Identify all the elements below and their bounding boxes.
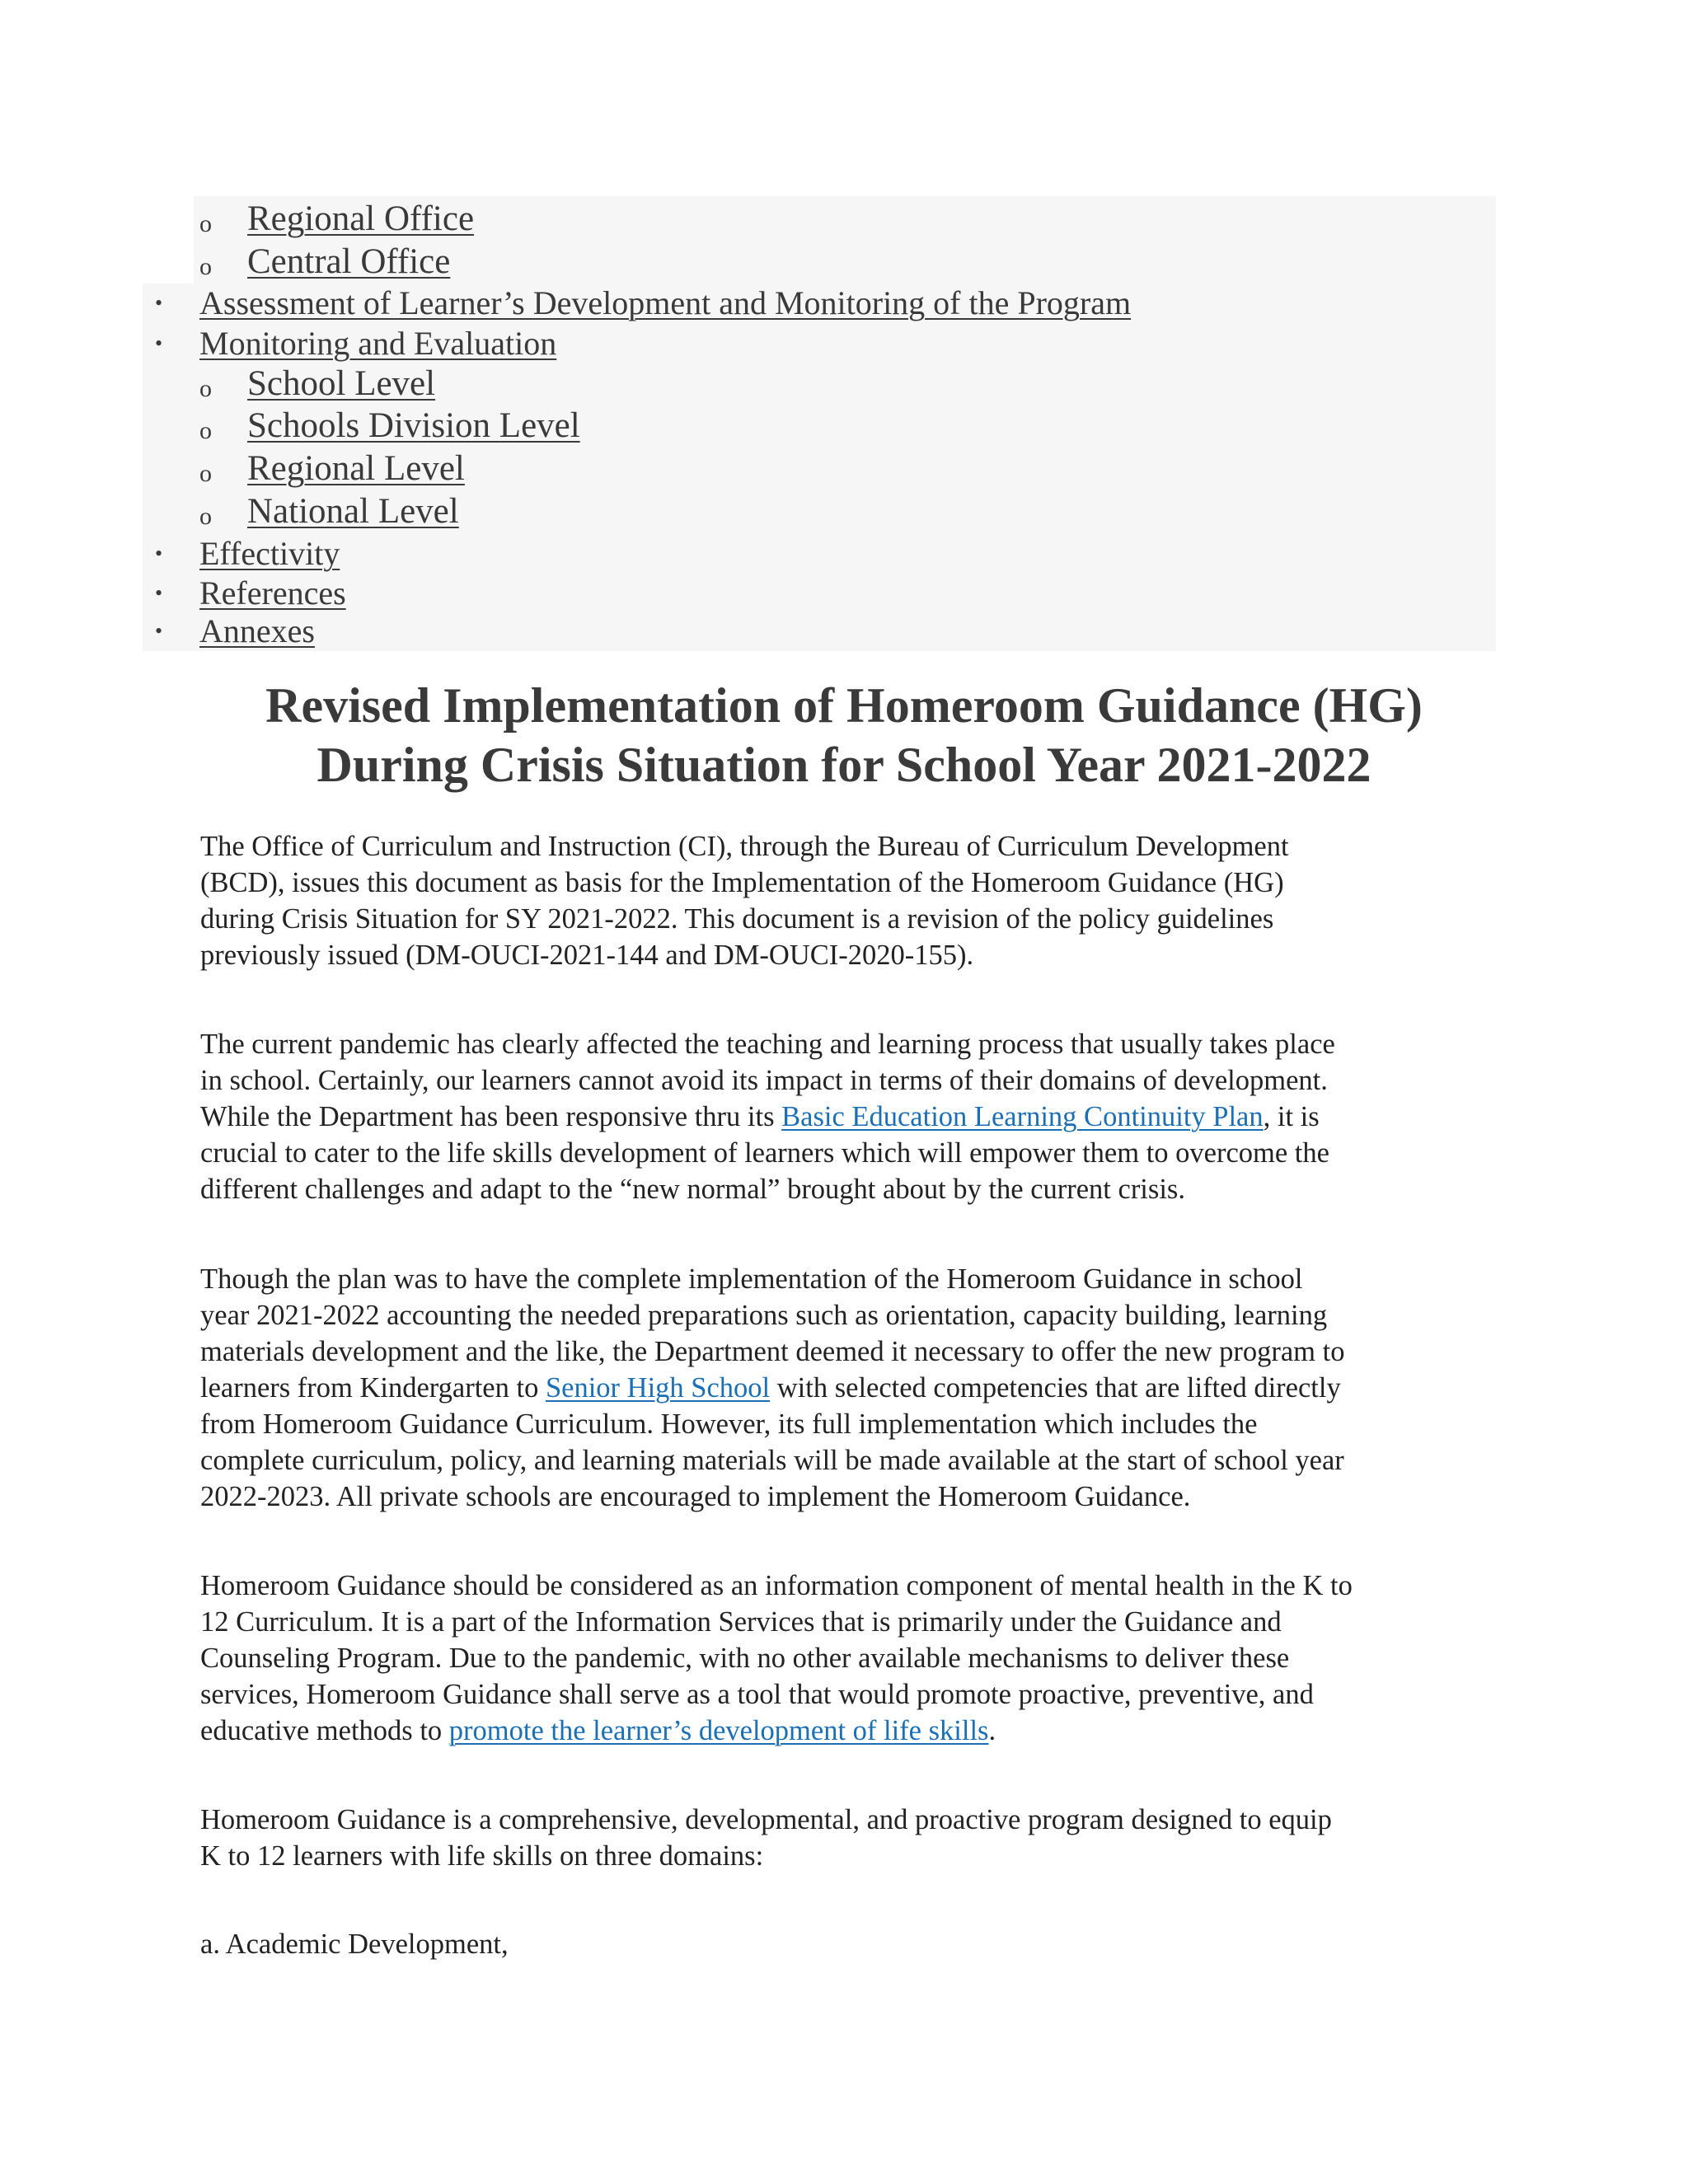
toc-link-central-office[interactable]: Central Office [247,242,451,281]
page-title [0,676,1688,794]
paragraph-line: The Office of Curriculum and Instruction (CI), through the Bureau of Curriculum Development [200,831,1289,862]
toc-item-annexes[interactable] [155,612,315,651]
link-learning-continuity-plan[interactable]: Basic Education Learning Continuity Plan [781,1101,1264,1132]
paragraph-line: in school. Certainly, our learners cannot avoid its impact in terms of their domains of development. [200,1065,1328,1096]
toc-item-regional-office[interactable] [199,198,475,241]
paragraph-intro [200,828,1503,973]
paragraph-line: a. Academic Development, [200,1929,509,1960]
list-marker-bullet: • [155,331,163,355]
paragraph-line: from Homeroom Guidance Curriculum. However, its full implementation which includes the [200,1408,1258,1440]
list-marker-circle: o [199,460,212,487]
list-marker-circle: o [199,253,212,280]
paragraph-pandemic [200,1026,1503,1207]
paragraph-line: different challenges and adapt to the “new normal” brought about by the current crisis. [200,1174,1185,1205]
link-senior-high-school[interactable]: Senior High School [545,1372,771,1404]
paragraph-line: (BCD), issues this document as basis for the Implementation of the Homeroom Guidance (HG) [200,867,1284,898]
domain-list-item-academic [200,1926,1503,1962]
toc-link-references[interactable]: References [199,574,346,612]
toc-link-national-level[interactable]: National Level [247,492,459,531]
paragraph-line: Homeroom Guidance should be considered as an information component of mental health in the K to [200,1570,1353,1601]
text-segment: learners from Kindergarten to [200,1372,546,1404]
paragraph-line: The current pandemic has clearly affected the teaching and learning process that usually takes place [200,1029,1335,1060]
paragraph-line: K to 12 learners with life skills on three domains: [200,1840,764,1872]
toc-item-assessment[interactable] [155,284,1132,323]
toc-item-national-level[interactable] [199,490,459,533]
paragraph-line: previously issued (DM-OUCI-2021-144 and DM-OUCI-2020-155). [200,940,974,971]
paragraph-line [200,1713,1503,1749]
list-marker-circle: o [199,417,212,444]
page-title-line-1: Revised Implementation of Homeroom Guidance (HG) [265,678,1423,733]
paragraph-line: crucial to cater to the life skills development of learners which will empower them to overcome the [200,1137,1329,1169]
list-marker-bullet: • [155,581,163,605]
paragraph-line: Though the plan was to have the complete implementation of the Homeroom Guidance in school [200,1263,1303,1295]
paragraph-line: materials development and the like, the Department deemed it necessary to offer the new program to [200,1336,1345,1367]
list-marker-circle: o [199,375,212,402]
list-marker-circle: o [199,210,212,237]
paragraph-line: Counseling Program. Due to the pandemic, with no other available mechanisms to deliver these [200,1643,1290,1674]
paragraph-line: services, Homeroom Guidance shall serve as a tool that would promote proactive, preventive, and [200,1679,1314,1710]
toc-item-monitoring[interactable] [155,324,557,363]
text-segment: . [988,1715,996,1746]
toc-item-regional-level[interactable] [199,448,465,490]
toc-item-school-level[interactable] [199,363,436,405]
paragraph-line: year 2021-2022 accounting the needed preparations such as orientation, capacity building, learning [200,1300,1328,1331]
toc-link-schools-division-level[interactable]: Schools Division Level [247,406,580,445]
paragraph-implementation-plan [200,1261,1503,1515]
text-segment: , it is [1263,1101,1320,1132]
text-segment: While the Department has been responsive thru its [200,1101,782,1132]
toc-link-regional-office[interactable]: Regional Office [247,199,475,238]
paragraph-line: Homeroom Guidance is a comprehensive, developmental, and proactive program designed to equip [200,1804,1332,1835]
toc-item-references[interactable] [155,574,346,613]
list-marker-bullet: • [155,541,163,565]
list-marker-bullet: • [155,291,163,315]
toc-link-monitoring[interactable]: Monitoring and Evaluation [199,325,557,362]
toc-link-school-level[interactable]: School Level [247,364,436,403]
paragraph-line: 12 Curriculum. It is a part of the Information Services that is primarily under the Guidance and [200,1606,1282,1638]
toc-link-effectivity[interactable]: Effectivity [199,535,340,572]
toc-link-annexes[interactable]: Annexes [199,612,315,649]
toc-item-effectivity[interactable] [155,534,340,574]
list-marker-circle: o [199,503,212,530]
list-marker-bullet: • [155,619,163,643]
paragraph-line: complete curriculum, policy, and learning materials will be made available at the start of school year [200,1445,1344,1476]
paragraph-mental-health [200,1568,1503,1749]
paragraph-line [200,1370,1503,1406]
page-title-line-2: During Crisis Situation for School Year 2021-2022 [316,738,1372,792]
paragraph-program-description [200,1802,1503,1874]
text-segment: educative methods to [200,1715,449,1746]
toc-link-assessment[interactable]: Assessment of Learner’s Development and Monitoring of the Program [199,284,1132,321]
paragraph-line: during Crisis Situation for SY 2021-2022. This document is a revision of the policy guidelines [200,903,1274,935]
toc-link-regional-level[interactable]: Regional Level [247,449,465,488]
paragraph-line [200,1099,1503,1135]
toc-item-schools-division-level[interactable] [199,405,580,448]
link-life-skills-development[interactable]: promote the learner’s development of life skills [448,1715,989,1746]
toc-item-central-office[interactable] [199,241,451,284]
text-segment: with selected competencies that are lifted directly [770,1372,1341,1404]
paragraph-line: 2022-2023. All private schools are encouraged to implement the Homeroom Guidance. [200,1481,1191,1512]
